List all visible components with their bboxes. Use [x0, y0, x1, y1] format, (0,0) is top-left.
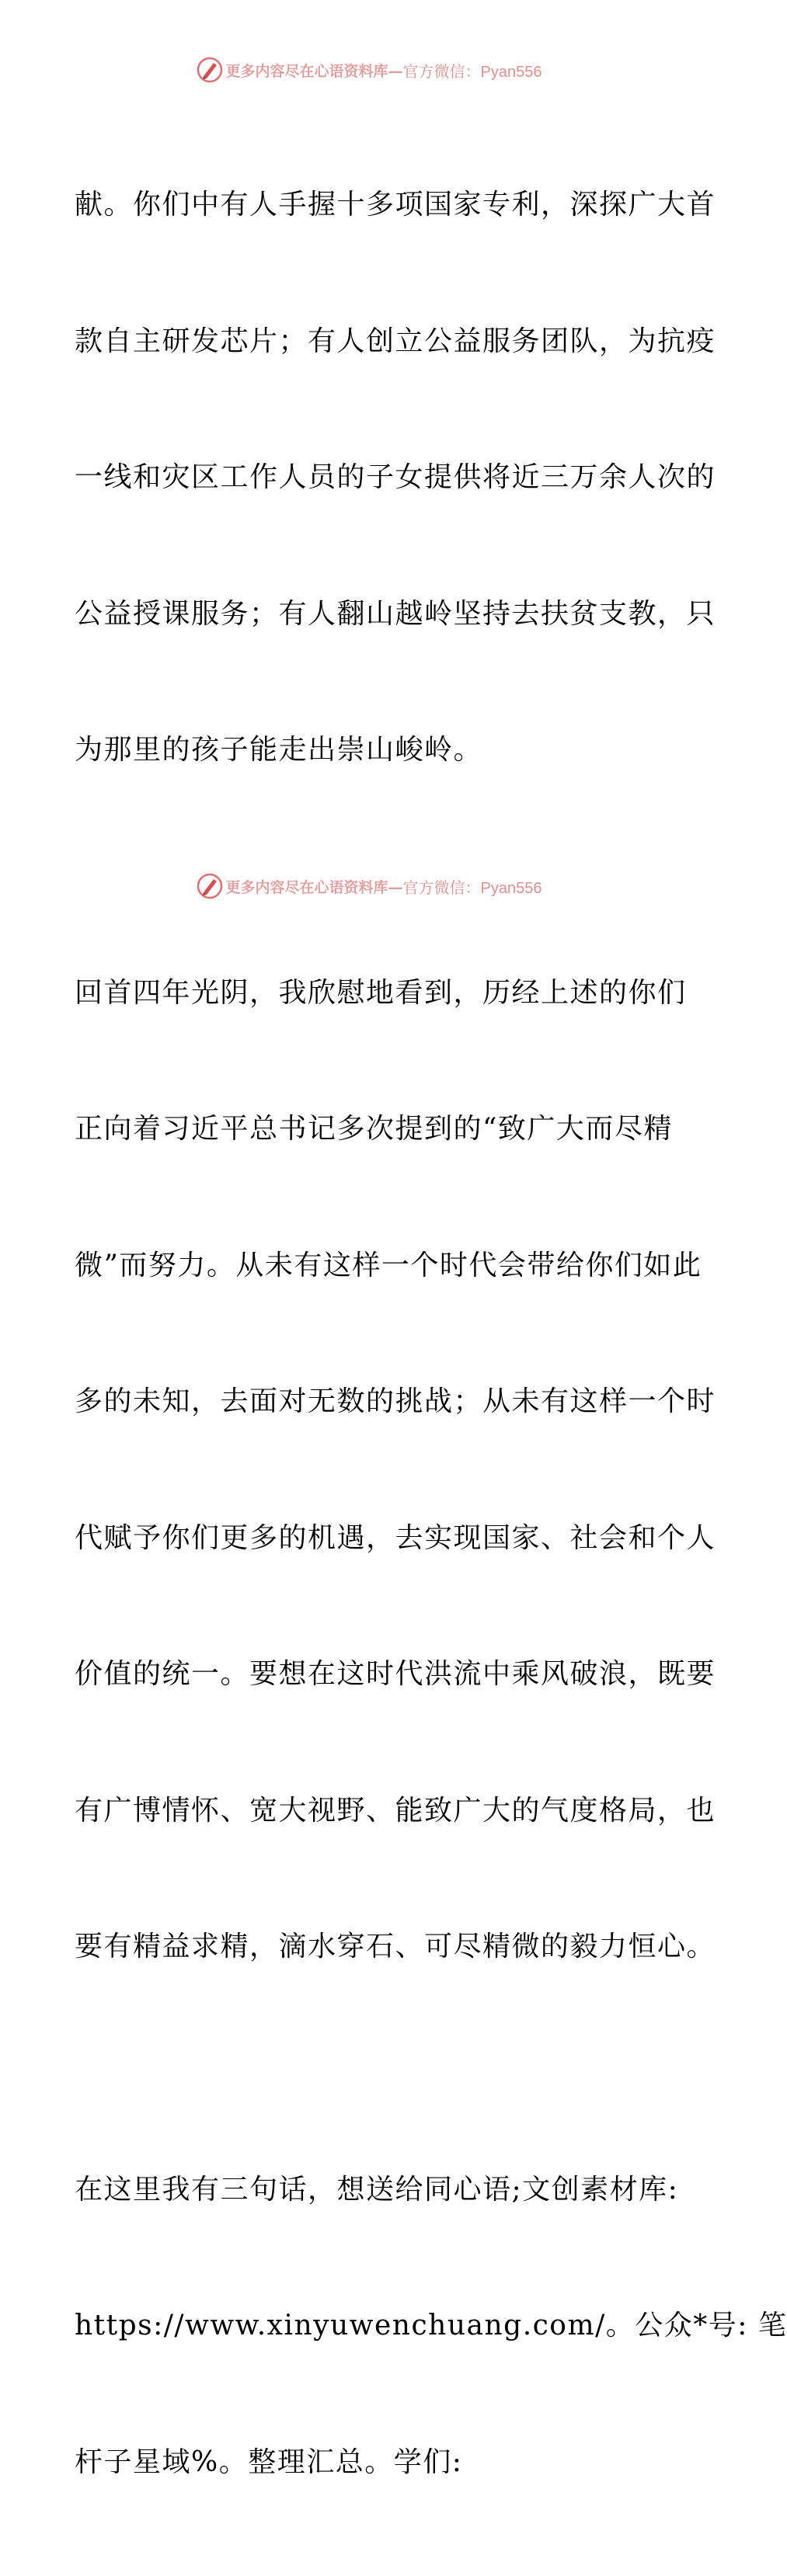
watermark-text: 更多内容尽在心语资料库—	[226, 876, 403, 897]
text-line: 一线和灾区工作人员的子女提供将近三万余人次的	[75, 455, 665, 501]
text-line: 款自主研发芯片；有人创立公益服务团队，为抗疫	[75, 319, 665, 365]
text-line: 正向着习近平总书记多次提到的“致广大而尽精	[75, 1107, 665, 1152]
text-line: 杆子星域%。整理汇总。学们:	[75, 2440, 665, 2486]
text-line: 代赋予你们更多的机遇，去实现国家、社会和个人	[75, 1516, 665, 1562]
watermark-wechat: 官方微信：Pyan556	[403, 875, 542, 898]
footer-watermark	[0, 871, 738, 902]
text-line: 为那里的孩子能走出崇山峻岭。	[75, 728, 665, 773]
watermark-wechat: 官方微信：Pyan556	[403, 59, 542, 82]
text-line: 要有精益求精，滴水穿石、可尽精微的毅力恒心。	[75, 1924, 665, 1970]
watermark-text: 更多内容尽在心语资料库—	[226, 60, 403, 81]
pen-logo-icon	[197, 57, 223, 83]
text-line: https://www.xinyuwenchuang.com/。公众*号: 笔	[75, 2303, 665, 2349]
text-line: 价值的统一。要想在这时代洪流中乘风破浪，既要	[75, 1652, 665, 1698]
text-line: 有广博情怀、宽大视野、能致广大的气度格局，也	[75, 1789, 665, 1834]
pen-logo-icon	[197, 873, 223, 899]
text-line: 多的未知，去面对无数的挑战；从未有这样一个时	[75, 1379, 665, 1425]
document-body	[75, 92, 665, 2576]
header-watermark	[0, 54, 738, 85]
paragraph	[75, 92, 665, 864]
text-line: 回首四年光阴，我欣慰地看到，历经上述的你们	[75, 971, 665, 1017]
text-line: 微”而努力。从未有这样一个时代会带给你们如此	[75, 1243, 665, 1289]
paragraph	[75, 2077, 665, 2576]
text-line: 在这里我有三句话，想送给同心语;文创素材库:	[75, 2168, 665, 2213]
text-line: 公益授课服务；有人翻山越岭坚持去扶贫支教，只	[75, 592, 665, 638]
paragraph	[75, 880, 665, 2061]
text-line: 献。你们中有人手握十多项国家专利，深探广大首	[75, 183, 665, 228]
